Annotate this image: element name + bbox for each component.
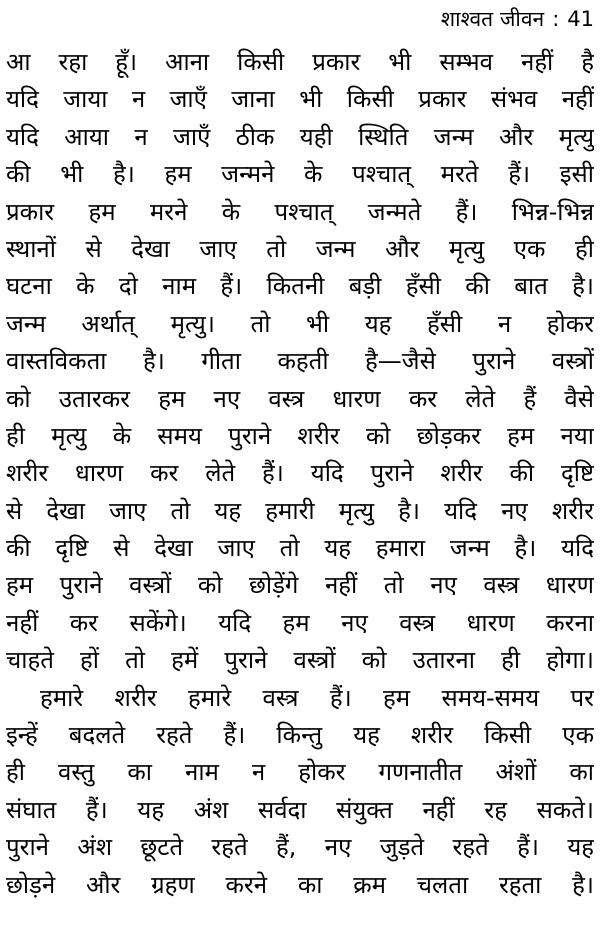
text-line-11: ही मृत्यु के समय पुराने शरीर को छोड़कर हम नया bbox=[6, 421, 594, 450]
text-line-20: ही वस्तु का नाम न होकर गणनातीत अंशों का bbox=[6, 758, 594, 787]
page-number: 41 bbox=[567, 7, 594, 31]
text-line-10: को उतारकर हम नए वस्त्र धारण कर लेते हैं वैसे bbox=[6, 384, 594, 413]
text-line-13: से देखा जाए तो यह हमारी मृत्यु है। यदि नए शरीर bbox=[6, 496, 594, 525]
text-line-23: छोड़ने और ग्रहण करने का क्रम चलता रहता है। bbox=[6, 870, 594, 899]
text-line-3: यदि आया न जाएँ ठीक यही स्थिति जन्म और मृत्यु bbox=[6, 122, 594, 151]
text-line-14: की दृष्टि से देखा जाए तो यह हमारा जन्म है। यदि bbox=[6, 534, 594, 563]
text-line-16: नहीं कर सकेंगे। यदि हम नए वस्त्र धारण करना bbox=[6, 608, 594, 637]
text-line-5: प्रकार हम मरने के पश्चात् जन्मते हैं। भिन्न-भिन्न bbox=[6, 197, 594, 226]
text-line-17: चाहते हों तो हमें पुराने वस्त्रों को उतारना ही होगा। bbox=[6, 646, 594, 675]
text-line-8: जन्म अर्थात् मृत्यु। तो भी यह हँसी न होकर bbox=[6, 309, 594, 338]
text-line-6: स्थानों से देखा जाए तो जन्म और मृत्यु एक ही bbox=[6, 234, 594, 263]
text-line-12: शरीर धारण कर लेते हैं। यदि पुराने शरीर की दृष्टि bbox=[6, 459, 594, 488]
header-separator: : bbox=[552, 7, 560, 31]
text-line-21: संघात हैं। यह अंश सर्वदा संयुक्त नहीं रह सकते। bbox=[6, 795, 594, 824]
running-header bbox=[441, 4, 594, 34]
text-line-18-paragraph-start: हमारे शरीर हमारे वस्त्र हैं। हम समय-समय पर bbox=[40, 683, 594, 712]
text-line-15: हम पुराने वस्त्रों को छोड़ेंगे नहीं तो नए वस्त्र धारण bbox=[6, 571, 594, 600]
text-line-22: पुराने अंश छूटते रहते हैं, नए जुड़ते रहते हैं। यह bbox=[6, 833, 594, 862]
text-line-1: आ रहा हूँ। आना किसी प्रकार भी सम्भव नहीं है bbox=[6, 48, 594, 76]
body-text bbox=[6, 44, 594, 904]
text-line-2: यदि जाया न जाएँ जाना भी किसी प्रकार संभव नहीं bbox=[6, 85, 594, 114]
header-title: शाश्वत जीवन bbox=[440, 7, 545, 31]
text-line-9: वास्तविकता है। गीता कहती है—जैसे पुराने वस्त्रों bbox=[6, 347, 594, 376]
text-line-4: की भी है। हम जन्मने के पश्चात् मरते हैं। इसी bbox=[6, 160, 594, 189]
text-line-7: घटना के दो नाम हैं। कितनी बड़ी हँसी की बात है। bbox=[6, 272, 594, 301]
text-line-19: इन्हें बदलते रहते हैं। किन्तु यह शरीर किसी एक bbox=[6, 721, 594, 750]
